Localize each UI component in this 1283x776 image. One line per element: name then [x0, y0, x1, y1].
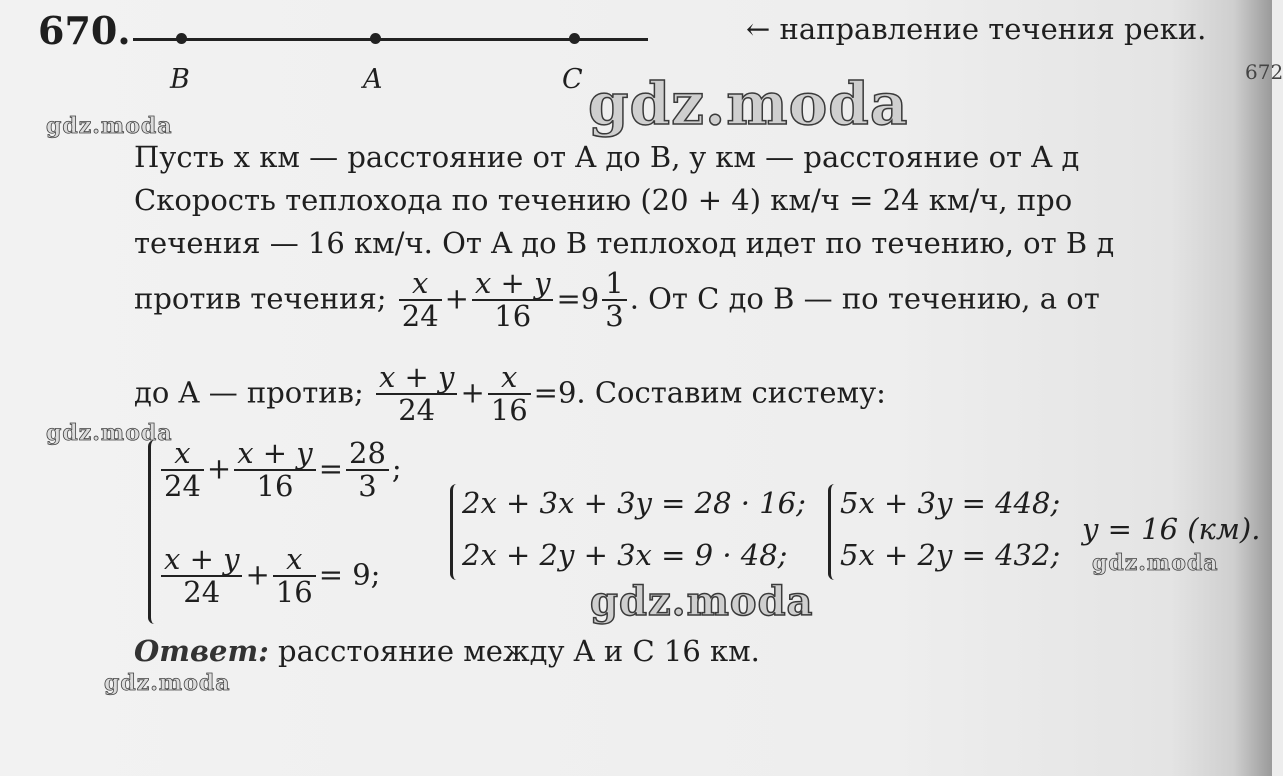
eq2-rhs: 9	[557, 375, 577, 410]
watermark-small: gdz.moda	[46, 113, 173, 139]
point-a-dot	[370, 33, 381, 44]
point-a-label: A	[363, 64, 383, 95]
text-line-1: Пусть x км — расстояние от A до B, y км — расстояние от A д	[134, 140, 1080, 174]
problem-number: 670.	[38, 8, 131, 53]
point-c-label: C	[562, 64, 583, 95]
system1-row-1: $\frac{x}{24}$ + $\frac{x + y}{16}$ = $\frac{28}{3}$ ;	[158, 438, 402, 503]
answer-text: расстояние между A и C 16 км.	[268, 634, 760, 668]
system2-row-1: 2x + 3x + 3y = 28 · 16;	[462, 486, 806, 520]
text-line-4: против течения; $\frac{x}{24}$ + $\frac{x + y}{16}$ =9 $\frac{1}{3}$ . От C до B — по течению, а от	[134, 266, 1100, 334]
point-c-dot	[569, 33, 580, 44]
river-direction-label: ← направление течения реки.	[746, 12, 1207, 46]
eq1-rhs-whole: 9	[580, 281, 600, 316]
system3-row-1: 5x + 3y = 448;	[840, 486, 1061, 520]
text-line-3: течения — 16 км/ч. От A до B теплоход идет по течению, от B д	[134, 226, 1115, 260]
system1-row-2: $\frac{x + y}{24}$ + $\frac{x}{16}$ = 9;	[158, 544, 380, 609]
watermark-small: gdz.moda	[104, 670, 231, 696]
eq1-fraction-2: $\frac{x + y}{16}$	[472, 268, 553, 333]
system2-row-2: 2x + 2y + 3x = 9 · 48;	[462, 538, 788, 572]
watermark-small: gdz.moda	[1092, 550, 1219, 576]
line4-prefix: против течения;	[134, 281, 387, 316]
system3-row-2: 5x + 2y = 432;	[840, 538, 1061, 572]
result-y: y = 16 (км).	[1082, 512, 1261, 546]
line5-prefix: до A — против;	[134, 375, 364, 410]
watermark-large: gdz.moda	[588, 70, 909, 138]
line5-suffix: . Составим систему:	[576, 375, 886, 410]
eq1-fraction-1: $\frac{x}{24}$	[399, 268, 442, 333]
eq2-fraction-1: $\frac{x + y}{24}$	[376, 362, 457, 427]
eq2-fraction-2: $\frac{x}{16}$	[488, 362, 531, 427]
eq1-rhs-fraction: $\frac{1}{3}$	[602, 268, 626, 333]
watermark-small: gdz.moda	[46, 420, 173, 446]
next-problem-number: 672	[1245, 60, 1283, 84]
text-line-5: до A — против; $\frac{x + y}{24}$ + $\frac{x}{16}$ =9. Составим систему:	[134, 360, 886, 428]
answer-line	[134, 634, 760, 668]
point-b-dot	[176, 33, 187, 44]
point-b-label: B	[170, 64, 190, 95]
line4-suffix: . От C до B — по течению, а от	[629, 281, 1100, 316]
answer-label: Ответ:	[134, 634, 269, 668]
text-line-2: Скорость теплохода по течению (20 + 4) км/ч = 24 км/ч, про	[134, 183, 1073, 217]
watermark-medium: gdz.moda	[590, 578, 814, 625]
